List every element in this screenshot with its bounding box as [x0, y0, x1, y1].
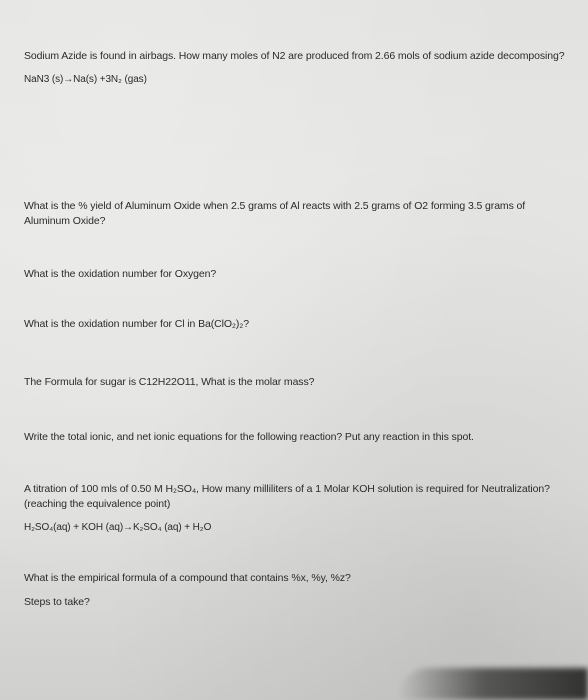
question-ionic-equations	[24, 430, 569, 445]
question-text: What is the oxidation number for Oxygen?	[24, 268, 217, 280]
question-oxidation-chlorine	[24, 317, 569, 332]
question-empirical-formula	[24, 571, 569, 610]
chemical-equation: NaN3 (s)→Na(s) +3N₂ (gas)	[24, 74, 147, 85]
question-text: What is the % yield of Aluminum Oxide when 2.5 grams of Al reacts with 2.5 grams of O2 forming 3.5 grams of Aluminum Oxide?	[24, 200, 526, 227]
question-sodium-azide	[24, 49, 569, 87]
question-text: What is the oxidation number for Cl in Ba(ClO₂)₂?	[24, 318, 250, 330]
question-percent-yield	[24, 199, 569, 229]
steps-prompt: Steps to take?	[24, 596, 90, 608]
question-text: Write the total ionic, and net ionic equations for the following reaction? Put any reaction in this spot.	[24, 431, 474, 443]
question-text: What is the empirical formula of a compound that contains %x, %y, %z?	[24, 572, 351, 584]
question-text: The Formula for sugar is C12H22O11, What is the molar mass?	[24, 376, 315, 388]
chemical-equation: H₂SO₄(aq) + KOH (aq)→K₂SO₄ (aq) + H₂O	[24, 522, 212, 533]
question-titration	[24, 482, 569, 535]
question-molar-mass	[24, 375, 569, 390]
question-oxidation-oxygen	[24, 267, 569, 282]
photo-shadow	[398, 668, 588, 700]
question-text: Sodium Azide is found in airbags. How many moles of N2 are produced from 2.66 mols of sodium azide decomposing?	[24, 50, 565, 62]
question-text: A titration of 100 mls of 0.50 M H₂SO₄, How many milliliters of a 1 Molar KOH solution is required for Neutralization? (reaching the equivalence point)	[24, 483, 550, 510]
